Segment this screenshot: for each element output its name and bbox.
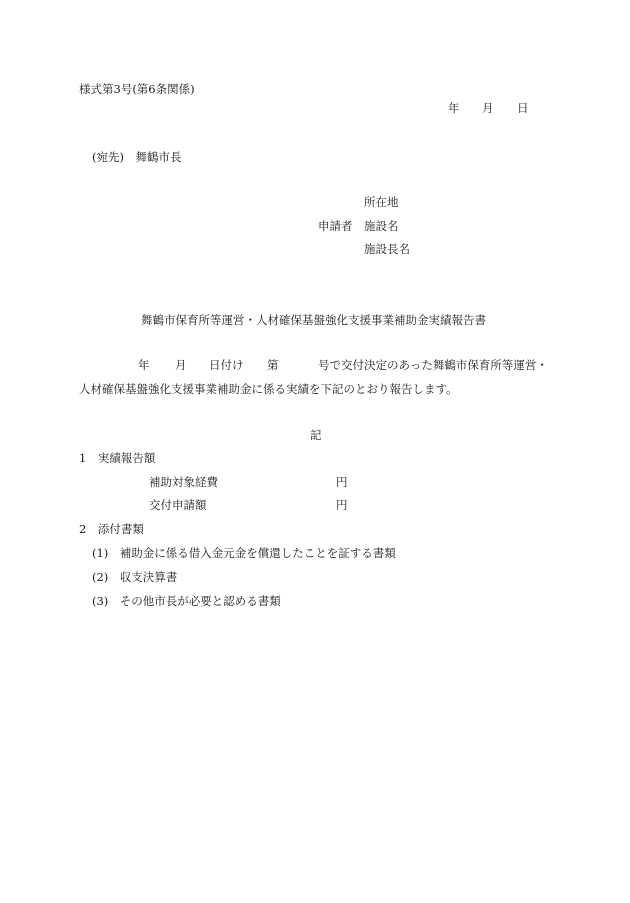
applicant-label: 申請者 <box>318 219 353 233</box>
attachment-item-3: (3) その他市長が必要と認める書類 <box>92 594 281 608</box>
body-number-prefix: 第 <box>267 358 279 372</box>
attachment-item-1: (1) 補助金に係る借入金元金を償還したことを証する書類 <box>92 546 396 560</box>
date-year-label: 年 <box>448 101 460 115</box>
section2-heading: 2 添付書類 <box>79 522 144 536</box>
form-number: 様式第3号(第6条関係) <box>79 82 195 96</box>
applicant-facility-name-label: 施設名 <box>364 219 399 233</box>
applicant-director-name-label: 施設長名 <box>364 242 410 256</box>
item-subsidy-eligible-cost-unit: 円 <box>336 475 348 489</box>
date-day-label: 日 <box>517 101 529 115</box>
body-year: 年 <box>138 358 150 372</box>
body-line2: 人材確保基盤強化支援事業補助金に係る実績を下記のとおり報告します。 <box>79 382 458 396</box>
body-month: 月 <box>175 358 187 372</box>
body-line1-rest: 号で交付決定のあった舞鶴市保育所等運営・ <box>318 358 548 372</box>
applicant-address-label: 所在地 <box>364 195 399 209</box>
item-subsidy-eligible-cost-label: 補助対象経費 <box>149 475 218 489</box>
body-dated: 日付け <box>209 358 244 372</box>
item-grant-application-amount-label: 交付申請額 <box>149 498 207 512</box>
addressee: (宛先) 舞鶴市長 <box>92 150 182 164</box>
document-title: 舞鶴市保育所等運営・人材確保基盤強化支援事業補助金実績報告書 <box>141 313 486 327</box>
attachment-item-2: (2) 収支決算書 <box>92 570 178 584</box>
date-month-label: 月 <box>482 101 494 115</box>
ki-heading: 記 <box>310 428 322 442</box>
section1-heading: 1 実績報告額 <box>79 451 156 465</box>
item-grant-application-amount-unit: 円 <box>336 498 348 512</box>
